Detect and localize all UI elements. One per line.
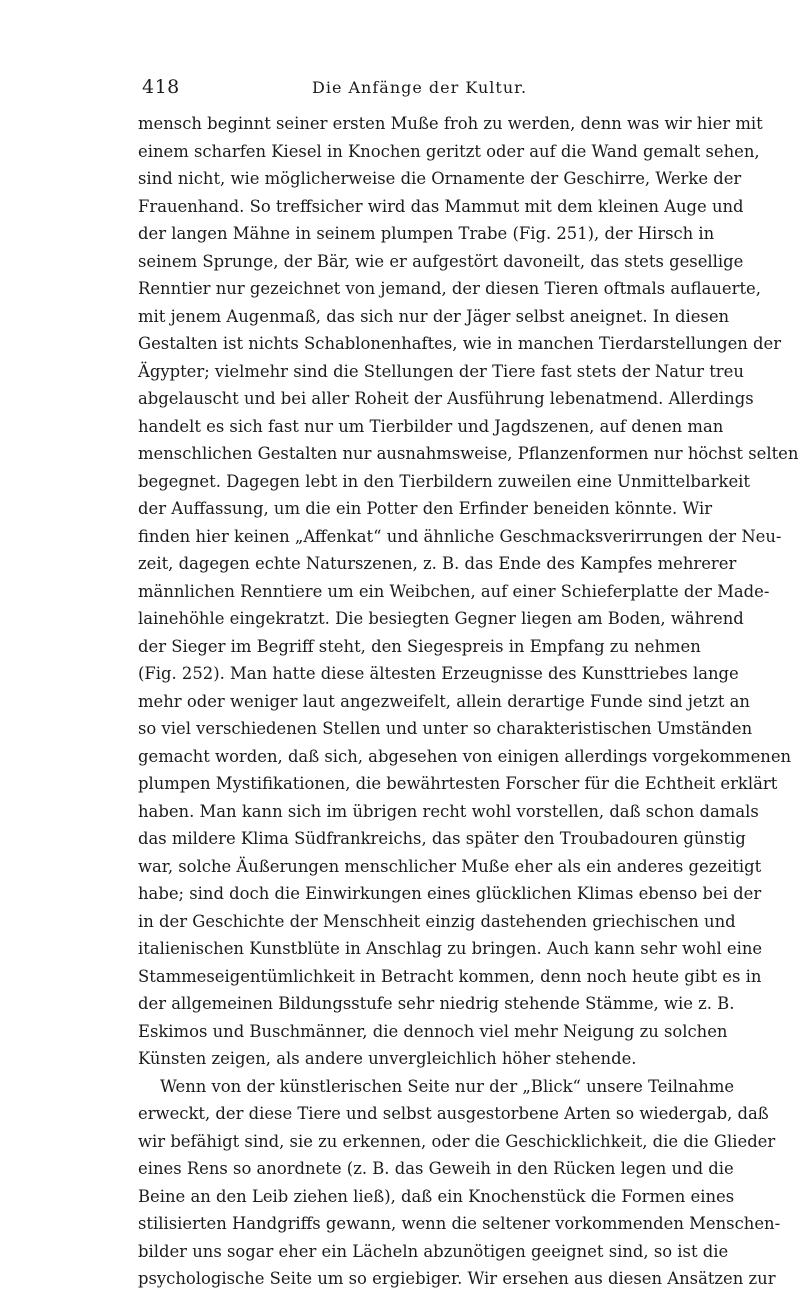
text-line: Frauenhand. So treffsicher wird das Mammut mit dem kleinen Auge und — [138, 196, 744, 216]
text-line: mehr oder weniger laut angezweifelt, allein derartige Funde sind jetzt an — [138, 691, 750, 711]
text-line: gemacht worden, daß sich, abgesehen von einigen allerdings vorgekommenen — [138, 746, 792, 766]
text-line: der Sieger im Begriff steht, den Siegespreis in Empfang zu nehmen — [138, 636, 701, 656]
text-line: zeit, dagegen echte Naturszenen, z. B. das Ende des Kampfes mehrerer — [138, 554, 737, 573]
text-line: wir befähigt sind, sie zu erkennen, oder die Geschicklichkeit, die die Glieder — [138, 1131, 776, 1151]
text-line: habe; sind doch die Einwirkungen eines glücklichen Klimas ebenso bei der — [138, 884, 762, 903]
text-line: in der Geschichte der Menschheit einzig dastehenden griechischen und — [138, 911, 736, 931]
text-line: italienischen Kunstblüte in Anschlag zu bringen. Auch kann sehr wohl eine — [138, 939, 763, 958]
text-line: so viel verschiedenen Stellen und unter so charakteristischen Umständen — [138, 719, 753, 738]
text-line: finden hier keinen „Affenkat“ und ähnliche Geschmacksverirrungen der Neu- — [138, 526, 782, 546]
text-line: plumpen Mystifikationen, die bewährtesten Forscher für die Echtheit erklärt — [138, 774, 778, 793]
text-line: haben. Man kann sich im übrigen recht wohl vorstellen, daß schon damals — [138, 801, 759, 821]
text-line: das mildere Klima Südfrankreichs, das später den Troubadouren günstig — [138, 829, 746, 848]
text-line: Stammeseigentümlichkeit in Betracht kommen, denn noch heute gibt es in — [138, 966, 762, 986]
text-line: bilder uns sogar eher ein Lächeln abzunötigen geeignet sind, so ist die — [138, 1241, 729, 1261]
text-line: war, solche Äußerungen menschlicher Muße eher als ein anderes gezeitigt — [138, 856, 762, 876]
text-line: Renntier nur gezeichnet von jemand, der diesen Tieren oftmals auflauerte, — [138, 279, 761, 298]
text-line: der langen Mähne in seinem plumpen Trabe (Fig. 251), der Hirsch in — [138, 224, 715, 243]
text-line: mensch beginnt seiner ersten Muße froh zu werden, denn was wir hier mit — [138, 114, 763, 133]
running-title: Die Anfänge der Kultur. — [312, 78, 528, 97]
text-line: begegnet. Dagegen lebt in den Tierbildern zuweilen eine Unmittelbarkeit — [138, 471, 750, 491]
text-line: erweckt, der diese Tiere und selbst ausgestorbene Arten so wiedergab, daß — [138, 1104, 769, 1123]
text-line: Ägypter; vielmehr sind die Stellungen der Tiere fast stets der Natur treu — [138, 361, 744, 381]
text-line: der Auffassung, um die ein Potter den Erfinder beneiden könnte. Wir — [138, 499, 713, 518]
text-line: seinem Sprunge, der Bär, wie er aufgestört davoneilt, das stets gesellige — [138, 251, 744, 271]
text-line: Eskimos und Buschmänner, die dennoch viel mehr Neigung zu solchen — [138, 1021, 728, 1041]
text-line: männlichen Renntiere um ein Weibchen, auf einer Schieferplatte der Made- — [138, 581, 770, 601]
text-line: Gestalten ist nichts Schablonenhaftes, wie in manchen Tierdarstellungen der — [138, 334, 782, 353]
text-line: sind nicht, wie möglicherweise die Ornamente der Geschirre, Werke der — [138, 169, 742, 188]
text-line: abgelauscht und bei aller Roheit der Ausführung lebenatmend. Allerdings — [138, 389, 754, 408]
page-number: 418 — [142, 76, 180, 98]
paragraph-start-line: Wenn von der künstlerischen Seite nur der „Blick“ unsere Teilnahme — [160, 1076, 735, 1096]
text-line: der allgemeinen Bildungsstufe sehr niedrig stehende Stämme, wie z. B. — [138, 994, 735, 1013]
text-line: eines Rens so anordnete (z. B. das Geweih in den Rücken legen und die — [138, 1159, 734, 1178]
text-line: handelt es sich fast nur um Tierbilder und Jagdszenen, auf denen man — [138, 416, 724, 436]
text-line: (Fig. 252). Man hatte diese ältesten Erzeugnisse des Kunsttriebes lange — [138, 664, 739, 683]
page-header — [142, 76, 672, 102]
text-line: psychologische Seite um so ergiebiger. Wir ersehen aus diesen Ansätzen zur — [138, 1269, 776, 1288]
text-line: einem scharfen Kiesel in Knochen geritzt oder auf die Wand gemalt sehen, — [138, 141, 760, 161]
paragraph-end-line: Künsten zeigen, als andere unvergleichlich höher stehende. — [138, 1049, 637, 1068]
text-line: Beine an den Leib ziehen ließ), daß ein Knochenstück die Formen eines — [138, 1186, 735, 1206]
text-line: lainehöhle eingekratzt. Die besiegten Gegner liegen am Boden, während — [138, 609, 744, 628]
body-text — [138, 110, 799, 1293]
text-line: mit jenem Augenmaß, das sich nur der Jäger selbst aneignet. In diesen — [138, 306, 730, 326]
text-line: stilisierten Handgriffs gewann, wenn die seltener vorkommenden Menschen- — [138, 1214, 781, 1233]
text-line: menschlichen Gestalten nur ausnahmsweise, Pflanzenformen nur höchst selten — [138, 444, 799, 463]
